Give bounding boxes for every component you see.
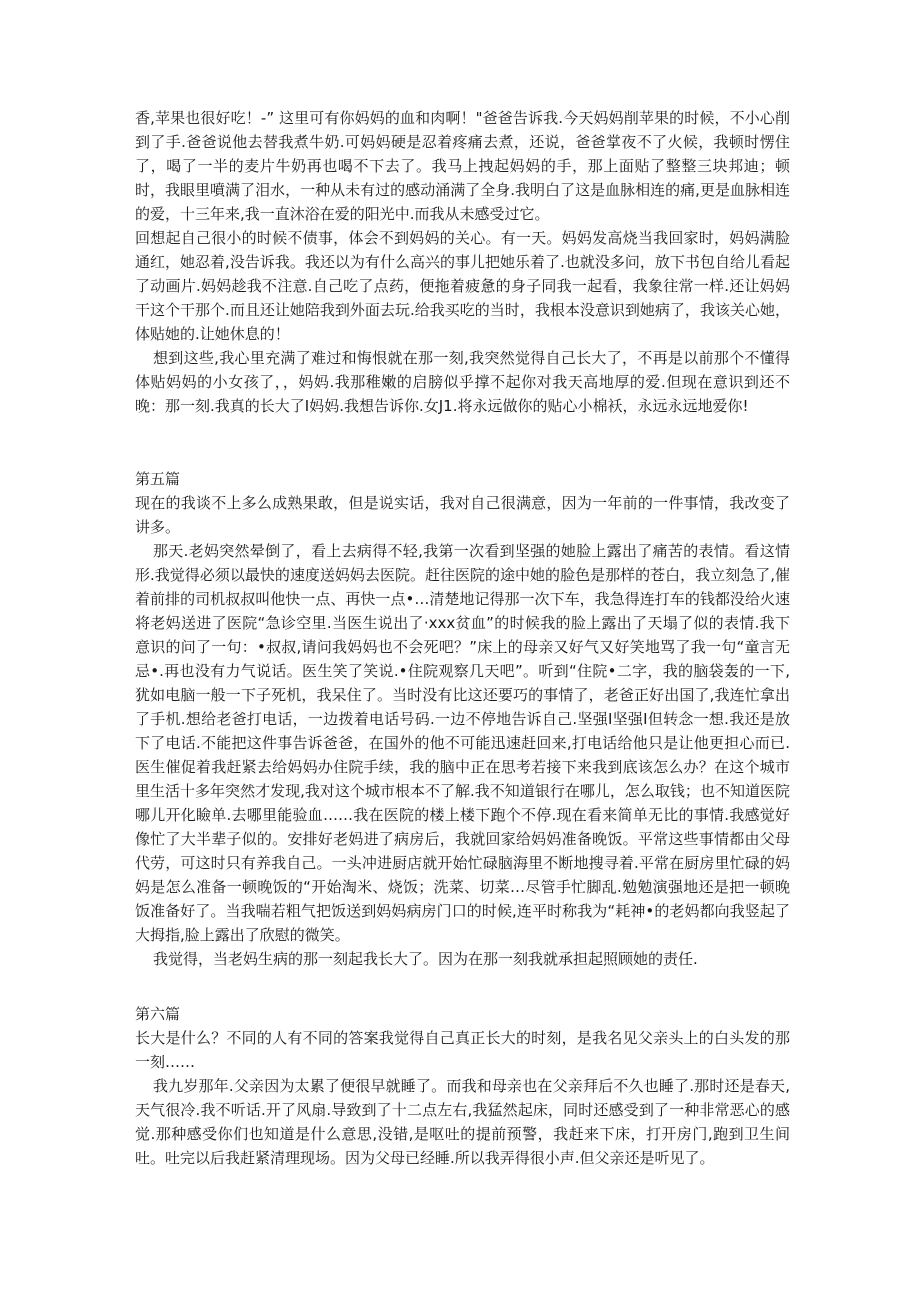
paragraph: 我九岁那年.父亲因为太累了便很早就睡了。而我和母亲也在父亲拜后不久也睡了.那时还是春天,天气很冷.我不听话.开了风扇.导致到了十二点左右,我猛然起床，同时还感受到了一种非常恶心的感觉.那种感受你们也知道是什么意思,没错,是呕吐的提前预警，我赶来下床，打开房门,跑到卫生间吐。吐完以后我赶紧清理现场。因为父母已经睡.所以我弄得很小声.但父亲还是听见了。 [135, 1077, 790, 1167]
paragraph: 想到这些,我心里充满了难过和悔恨就在那一刻,我突然觉得自己长大了，不再是以前那个不懂得体贴妈妈的小女孩了，，妈妈.我那稚嫩的启膀似乎撑不起你对我天高地厚的爱.但现在意识到还不晚：那一刻.我真的长大了I妈妈.我想告诉你.女J1.将永远做你的贴心小棉袄，永远永远地爱你! [135, 349, 790, 415]
previous-essay-section [135, 106, 790, 418]
section-heading: 第五篇 [135, 470, 181, 488]
paragraph: 我觉得，当老妈生病的那一刻起我长大了。因为在那一刻我就承担起照顾她的责任. [153, 950, 698, 968]
document-page [135, 106, 790, 1170]
paragraph: 回想起自己很小的时候不债事，体会不到妈妈的关心。有一天。妈妈发高烧当我回家时，妈妈满脸通红，她忍着,没告诉我。我还以为有什么高兴的事儿把她乐着了.也就没多问，放下书包自给儿看起了动画片.妈妈趁我不注意.自己吃了点药，便拖着疲惫的身子同我一起看，我象往常一样.还让妈妈干这个干那个.而且还让她陪我到外面去玩.给我买吃的当时，我根本没意识到她病了，我该关心她，体贴她的.让她休息的！ [135, 229, 790, 343]
paragraph: 那天.老妈突然晕倒了，看上去病得不轻,我第一次看到坚强的她脸上露出了痛苦的表情。看这情形.我觉得必须以最快的速度送妈妈去医院。赶往医院的途中她的脸色是那样的苍白，我立刻急了,催着前排的司机叔叔叫他快一点、再快一点•…清楚地记得那一次下车，我急得连打车的钱都没给火速将老妈送进了医院“急诊空里.当医生说出了·xxx贫血”的时候我的脸上露出了天塌了似的表情.我下意识的问了一句：•叔叔,请问我妈妈也不会死吧？”床上的母亲又好气又好笑地骂了我一句“童言无忌•.再也没有力气说话。医生笑了笑说.•住院观察几天吧”。听到“住院•二字，我的脑袋轰的一下,犹如电脑一般一下子死机，我呆住了。当时没有比这还要巧的事情了，老爸正好出国了,我连忙拿出了手机.想给老爸打电话，一边拨着电话号码.一边不停地告诉自己.坚强I坚强I但转念一想.我还是放下了电话.不能把这件事告诉爸爸，在国外的他不可能迅速赶回来,打电话给他只是让他更担心而已.医生催促着我赶紧去给妈妈办住院手续，我的脑中正在思考若接下来我到底该怎么办？在这个城市里生活十多年突然才发现,我对这个城市根本不了解.我不知道银行在哪儿，怎么取钱；也不知道医院哪儿开化瞼单.去哪里能验血……我在医院的楼上楼下跑个不停.现在看来简单无比的事情.我感觉好像忙了大半辈子似的。安排好老妈进了病房后，我就回家给妈妈准备晚饭。平常这些事情都由父母代劳，可这时只有养我自己。一头冲进厨店就开始忙碌脑海里不断地搜寻着.平常在厨房里忙碌的妈妈是怎么准备一顿晚饭的“开始淘米、烧饭；洗菜、切菜…尽管手忙脚乱.勉勉演强地还是把一顿晚饭准备好了。当我喘若粗气把饭送到妈妈病房门口的时候,连平时称我为“耗神•的老妈都向我竖起了大拇指,脸上露出了欣慰的微笑。 [135, 542, 790, 944]
paragraph: 香,苹果也很好吃！-” 这里可有你妈妈的血和肉啊！"爸爸告诉我.今天妈妈削苹果的时候，不小心削到了手.爸爸说他去替我煮牛奶.可妈妈硬是忍着疼痛去煮，还说，爸爸掌夜不了火候，我顿时愣住了，喝了一半的麦片牛奶再也喝不下去了。我马上拽起妈妈的手，那上面贴了整整三块邦迪；顿时，我眼里噴满了泪水，一种从未有过的感动涌满了全身.我明白了这是血脉相连的痛,更是血脉相连的爱，十三年来,我一直沐浴在爱的阳光中.而我从未感受过它。 [135, 109, 790, 223]
essay-section-5 [135, 467, 790, 971]
section-heading: 第六篇 [135, 1005, 181, 1023]
paragraph: 现在的我谈不上多么成熟果敢，但是说实话，我对自己很满意，因为一年前的一件事情，我改变了讲多。 [135, 494, 790, 536]
essay-section-6 [135, 1002, 790, 1170]
paragraph: 长大是什么？不同的人有不同的答案我觉得自己真正长大的时刻，是我名见父亲头上的白头发的那一刻…… [135, 1029, 790, 1071]
section-spacer [135, 971, 790, 1002]
section-spacer [135, 418, 790, 467]
